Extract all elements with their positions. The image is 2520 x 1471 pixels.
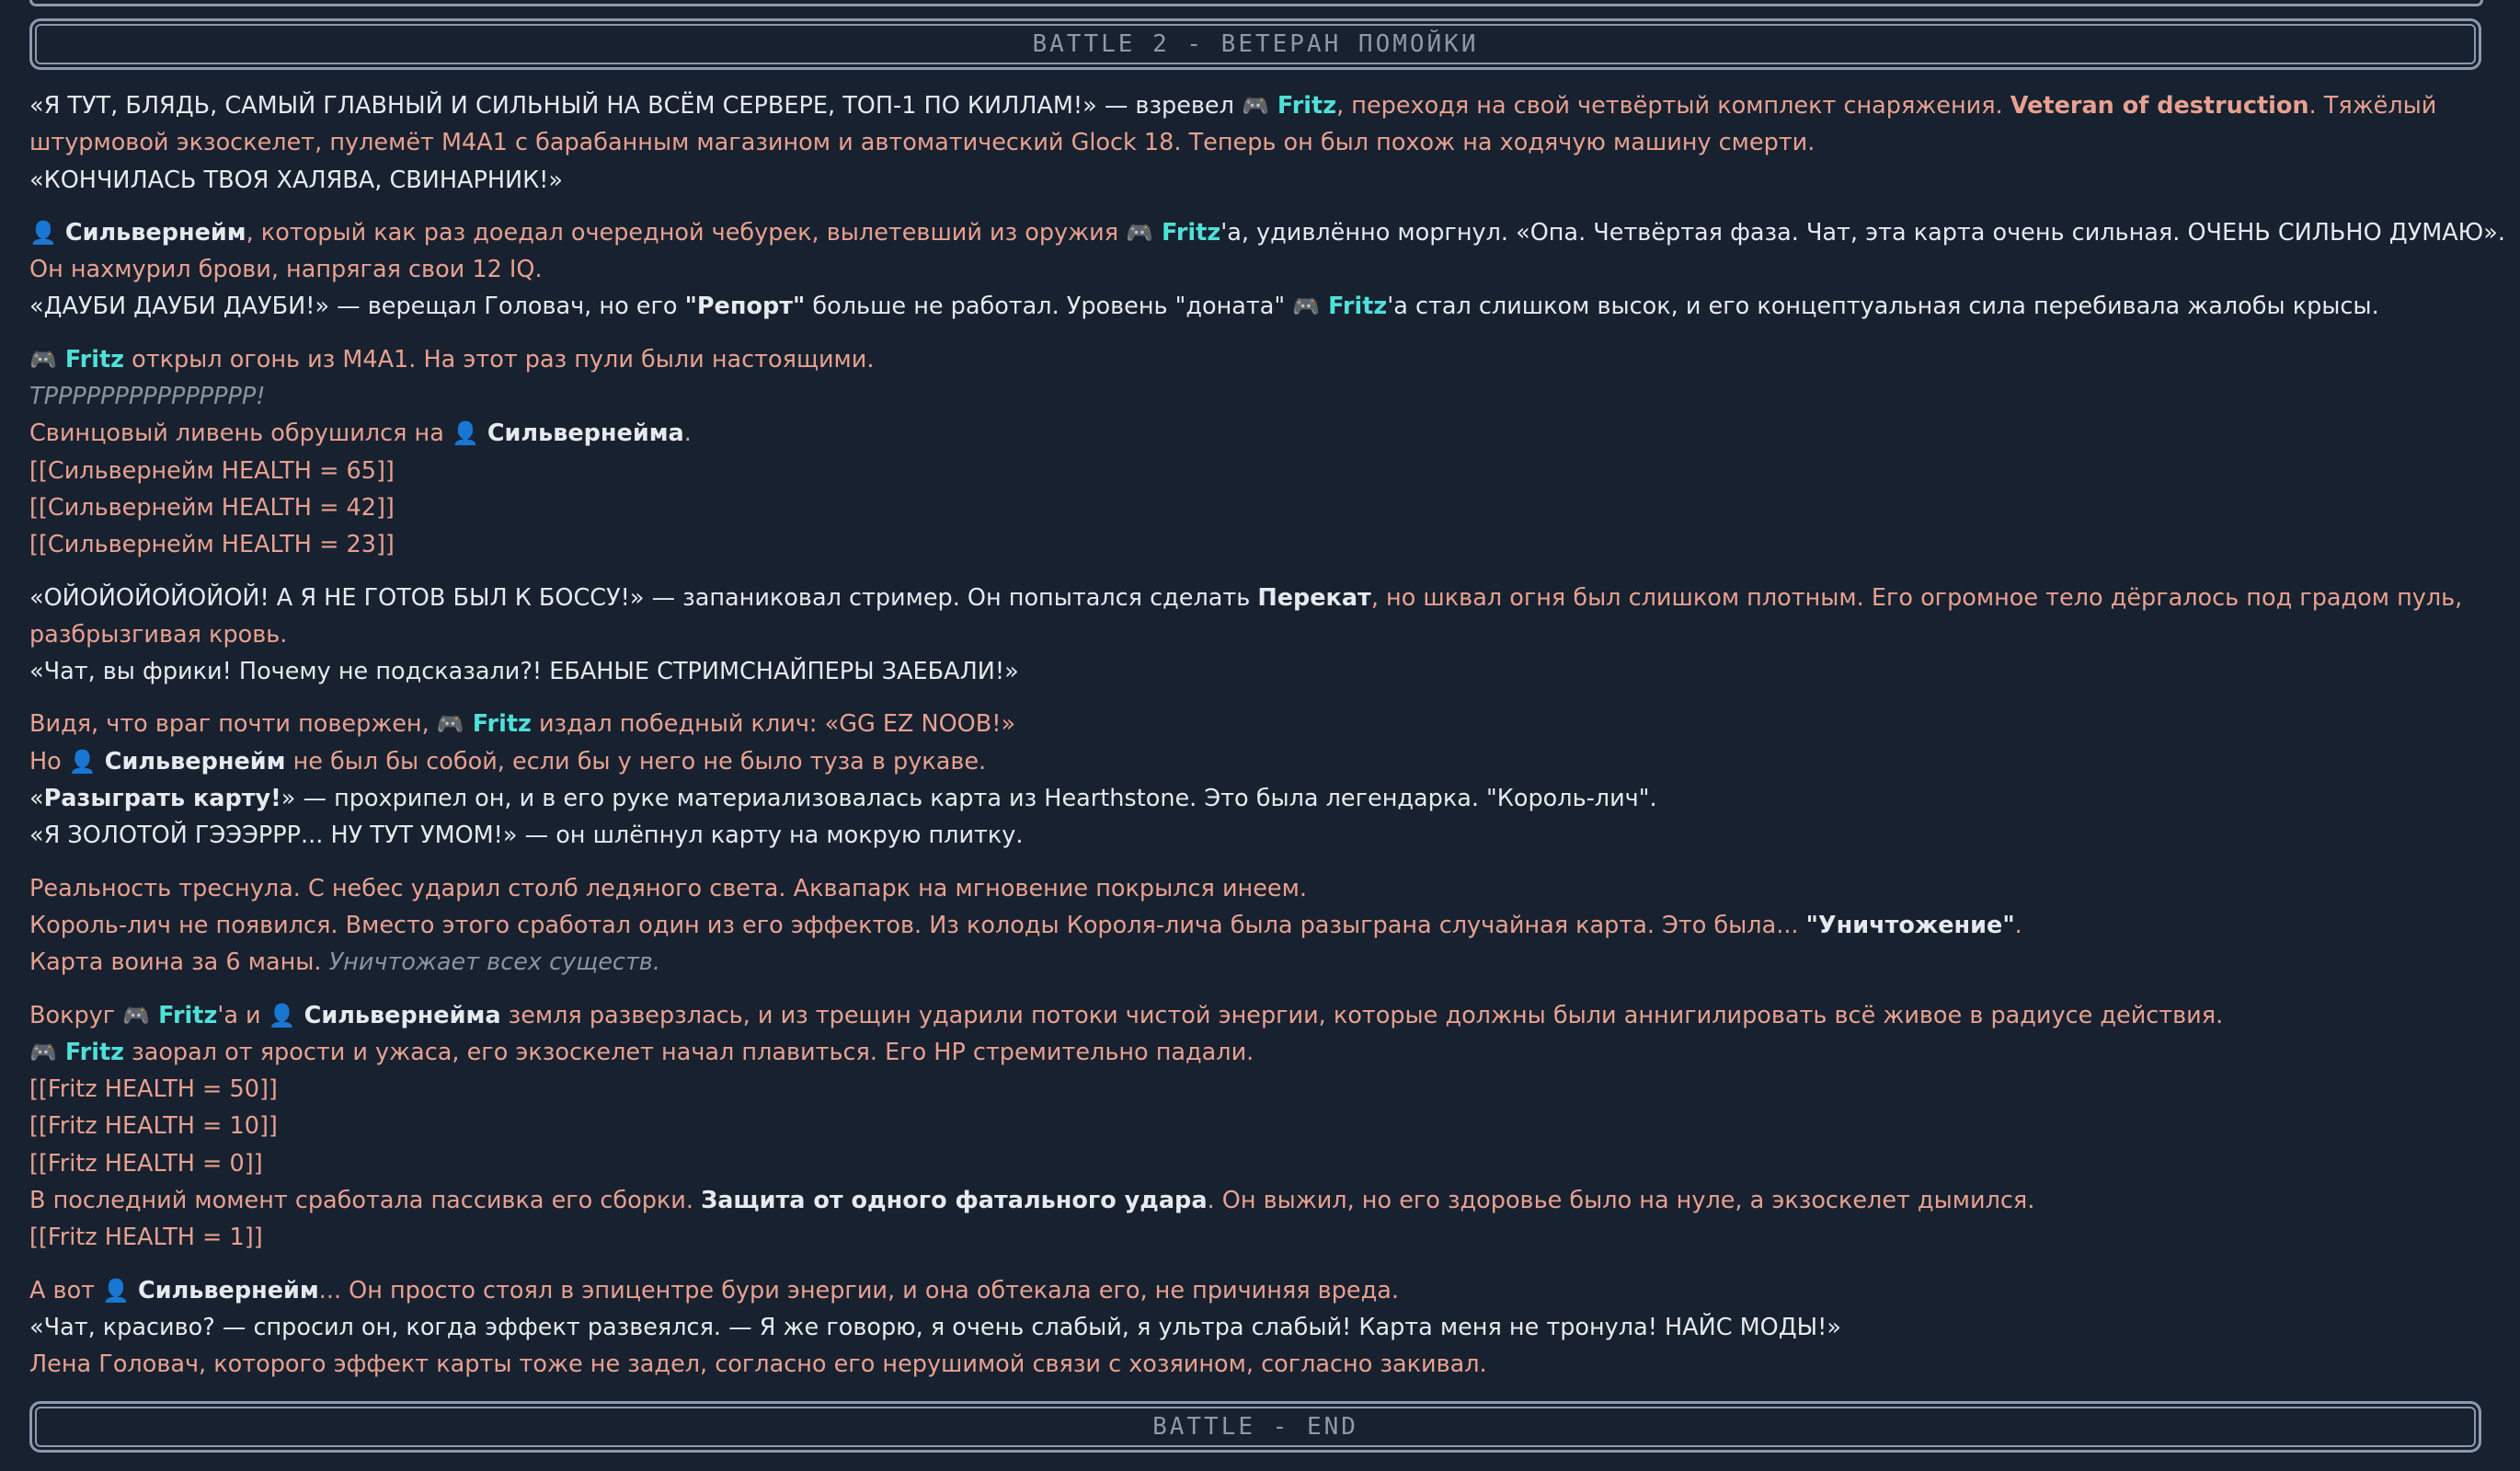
person-icon: 👤 bbox=[29, 219, 57, 246]
line: «Чат, красиво? — спросил он, когда эффект развеялся. — Я же говорю, я очень слабый, я ультра слабый! Карта меня не тронула! НАЙС МОДЫ!» bbox=[29, 1313, 1841, 1341]
card-name: "Уничтожение" bbox=[1805, 911, 2015, 939]
paragraph-5 bbox=[29, 706, 2494, 854]
gamepad-icon: 🎮 bbox=[1292, 293, 1321, 320]
silvername-name: Сильвернейм bbox=[64, 218, 246, 247]
report-label: "Репорт" bbox=[684, 293, 806, 321]
text: А вот bbox=[29, 1276, 103, 1304]
paragraph-1 bbox=[29, 87, 2494, 199]
line bbox=[29, 944, 2494, 981]
dodge-label: Перекат bbox=[1257, 583, 1371, 612]
silvername-name: Сильвернейма bbox=[304, 1001, 501, 1029]
text: больше не работал. Уровень "доната" bbox=[805, 293, 1293, 321]
text: «Я ТУТ, БЛЯДЬ, САМЫЙ ГЛАВНЫЙ И СИЛЬНЫЙ НА ВСЁМ СЕРВЕРЕ, ТОП-1 ПО КИЛЛАМ!» — взревел bbox=[29, 92, 1243, 120]
text: Король-лич не появился. Вместо этого сработал один из его эффектов. Из колоды Короля-лича была разыграна случайная карта. Это была... bbox=[29, 911, 1806, 939]
battle-end-banner bbox=[29, 1401, 2481, 1453]
text: Вокруг bbox=[29, 1001, 123, 1029]
text: » — прохрипел он, и в его руке материализовалась карта из Hearthstone. Это была легендарка. "Король-лич". bbox=[281, 785, 1657, 813]
health-status: [[Fritz HEALTH = 10]] bbox=[29, 1112, 278, 1141]
text: 'а и bbox=[217, 1001, 269, 1029]
line bbox=[29, 415, 2494, 452]
line bbox=[29, 907, 2494, 944]
text: . Он выжил, но его здоровье было на нуле, а экзоскелет дымился. bbox=[1207, 1187, 2035, 1215]
person-icon: 👤 bbox=[102, 1277, 131, 1304]
battle-start-banner bbox=[29, 18, 2481, 70]
person-icon: 👤 bbox=[268, 1002, 296, 1029]
line bbox=[29, 1182, 2494, 1219]
line: разбрызгивая кровь. bbox=[29, 620, 288, 649]
text: , который как раз доедал очередной чебурек, вылетевший из оружия bbox=[246, 218, 1127, 247]
banner-title: BATTLE 2 - ВЕТЕРАН ПОМОЙКИ bbox=[1032, 30, 1479, 58]
silvername-name: Сильвернейм bbox=[138, 1276, 319, 1304]
text: Свинцовый ливень обрушился на bbox=[29, 419, 452, 448]
fritz-name: Fritz bbox=[158, 1001, 218, 1029]
paragraph-8 bbox=[29, 1272, 2494, 1384]
build-name: Veteran of destruction bbox=[2010, 92, 2309, 120]
line bbox=[29, 1034, 2494, 1071]
text: . bbox=[683, 419, 692, 448]
health-status: [[Сильвернейм HEALTH = 23]] bbox=[29, 531, 395, 559]
line: «Чат, вы фрики! Почему не подсказали?! ЕБАНЫЕ СТРИМСНАЙПЕРЫ ЗАЕБАЛИ!» bbox=[29, 658, 1019, 686]
paragraph-6 bbox=[29, 870, 2494, 982]
text: . bbox=[2014, 911, 2022, 939]
text: Но bbox=[29, 747, 69, 776]
line bbox=[29, 997, 2494, 1034]
text: Карта воина за 6 маны. bbox=[29, 948, 329, 977]
text: земля разверзлась, и из трещин ударили потоки чистой энергии, которые должны были аннигилировать всё живое в радиусе действия. bbox=[500, 1001, 2224, 1029]
health-status: [[Fritz HEALTH = 1]] bbox=[29, 1224, 263, 1252]
fritz-name: Fritz bbox=[1162, 218, 1221, 247]
line bbox=[29, 288, 2494, 325]
fritz-name: Fritz bbox=[64, 345, 125, 373]
paragraph-3 bbox=[29, 341, 2494, 564]
line bbox=[29, 706, 2494, 742]
health-status: [[Fritz HEALTH = 0]] bbox=[29, 1149, 263, 1178]
fritz-name: Fritz bbox=[472, 710, 532, 739]
text: ... Он просто стоял в эпицентре бури энергии, и она обтекала его, не причиняя вреда. bbox=[318, 1276, 1399, 1304]
line bbox=[29, 580, 2494, 616]
silvername-name: Сильвернейма bbox=[487, 419, 684, 448]
text: , но шквал огня был слишком плотным. Его огромное тело дёргалось под градом пуль, bbox=[1370, 583, 2463, 612]
paragraph-4 bbox=[29, 580, 2494, 691]
text: . Тяжёлый bbox=[2308, 92, 2437, 120]
gamepad-icon: 🎮 bbox=[29, 346, 57, 373]
gamepad-icon: 🎮 bbox=[29, 1039, 57, 1065]
text: , переходя на свой четвёртый комплект снаряжения. bbox=[1336, 92, 2010, 120]
line: Он нахмурил брови, напрягая свои 12 IQ. bbox=[29, 256, 543, 284]
paragraph-7 bbox=[29, 997, 2494, 1257]
fritz-name: Fritz bbox=[1277, 92, 1337, 120]
banner-title: BATTLE - END bbox=[1152, 1413, 1358, 1441]
health-status: [[Fritz HEALTH = 50]] bbox=[29, 1075, 278, 1104]
text: 'а, удивлённо моргнул. «Опа. Четвёртая фаза. Чат, эта карта очень сильная. ОЧЕНЬ СИЛЬНО ДУМАЮ». bbox=[1220, 218, 2505, 247]
person-icon: 👤 bbox=[68, 748, 97, 775]
gamepad-icon: 🎮 bbox=[122, 1002, 151, 1029]
previous-banner-edge bbox=[29, 0, 2483, 6]
line: «Я ЗОЛОТОЙ ГЭЭЭРРР... НУ ТУТ УМОМ!» — он шлёпнул карту на мокрую плитку. bbox=[29, 822, 1024, 850]
text: «ОЙОЙОЙОЙОЙОЙ! А Я НЕ ГОТОВ БЫЛ К БОССУ!» — запаниковал стример. Он попытался сделать bbox=[29, 583, 1258, 612]
line bbox=[29, 743, 2494, 780]
text: « bbox=[29, 785, 44, 813]
gamepad-icon: 🎮 bbox=[1126, 219, 1154, 246]
text: не был бы собой, если бы у него не было туза в рукаве. bbox=[285, 747, 987, 776]
line: Реальность треснула. С небес ударил столб ледяного света. Аквапарк на мгновение покрылся инеем. bbox=[29, 874, 1307, 902]
text: Видя, что враг почти повержен, bbox=[29, 710, 437, 739]
line: штурмовой экзоскелет, пулемёт M4A1 с барабанным магазином и автоматический Glock 18. Теперь он был похож на ходячую машину смерти. bbox=[29, 129, 1816, 157]
sound-effect: ТРРРРРРРРРРРРРРР! bbox=[29, 383, 266, 411]
fritz-name: Fritz bbox=[64, 1038, 125, 1066]
line bbox=[29, 214, 2505, 251]
text: издал победный клич: «GG EZ NOOB!» bbox=[531, 710, 1016, 739]
health-status: [[Сильвернейм HEALTH = 65]] bbox=[29, 456, 395, 485]
person-icon: 👤 bbox=[451, 420, 479, 447]
silvername-name: Сильвернейм bbox=[104, 747, 286, 776]
text: открыл огонь из M4A1. На этот раз пули были настоящими. bbox=[124, 345, 875, 373]
story-text bbox=[29, 87, 2505, 1399]
health-status: [[Сильвернейм HEALTH = 42]] bbox=[29, 493, 395, 522]
line bbox=[29, 87, 2494, 124]
gamepad-icon: 🎮 bbox=[436, 711, 464, 738]
text: «ДАУБИ ДАУБИ ДАУБИ!» — верещал Головач, но его bbox=[29, 293, 685, 321]
paragraph-2 bbox=[29, 214, 2505, 326]
perk-name: Защита от одного фатального удара bbox=[701, 1187, 1208, 1215]
fritz-name: Fritz bbox=[1328, 293, 1388, 321]
text: 'а стал слишком высок, и его концептуальная сила перебивала жалобы крысы. bbox=[1387, 293, 2379, 321]
line bbox=[29, 341, 2494, 378]
card-effect: Уничтожает всех существ. bbox=[328, 948, 660, 977]
text: заорал от ярости и ужаса, его экзоскелет начал плавиться. Его HP стремительно падали. bbox=[124, 1038, 1254, 1066]
line: Лена Головач, которого эффект карты тоже не задел, согласно его нерушимой связи с хозяином, согласно закивал. bbox=[29, 1350, 1487, 1379]
gamepad-icon: 🎮 bbox=[1242, 93, 1269, 119]
play-card-label: Разыграть карту! bbox=[43, 785, 281, 813]
line bbox=[29, 780, 2494, 817]
text: В последний момент сработала пассивка его сборки. bbox=[29, 1187, 702, 1215]
line: «КОНЧИЛАСЬ ТВОЯ ХАЛЯВА, СВИНАРНИК!» bbox=[29, 166, 564, 194]
line bbox=[29, 1272, 2494, 1309]
